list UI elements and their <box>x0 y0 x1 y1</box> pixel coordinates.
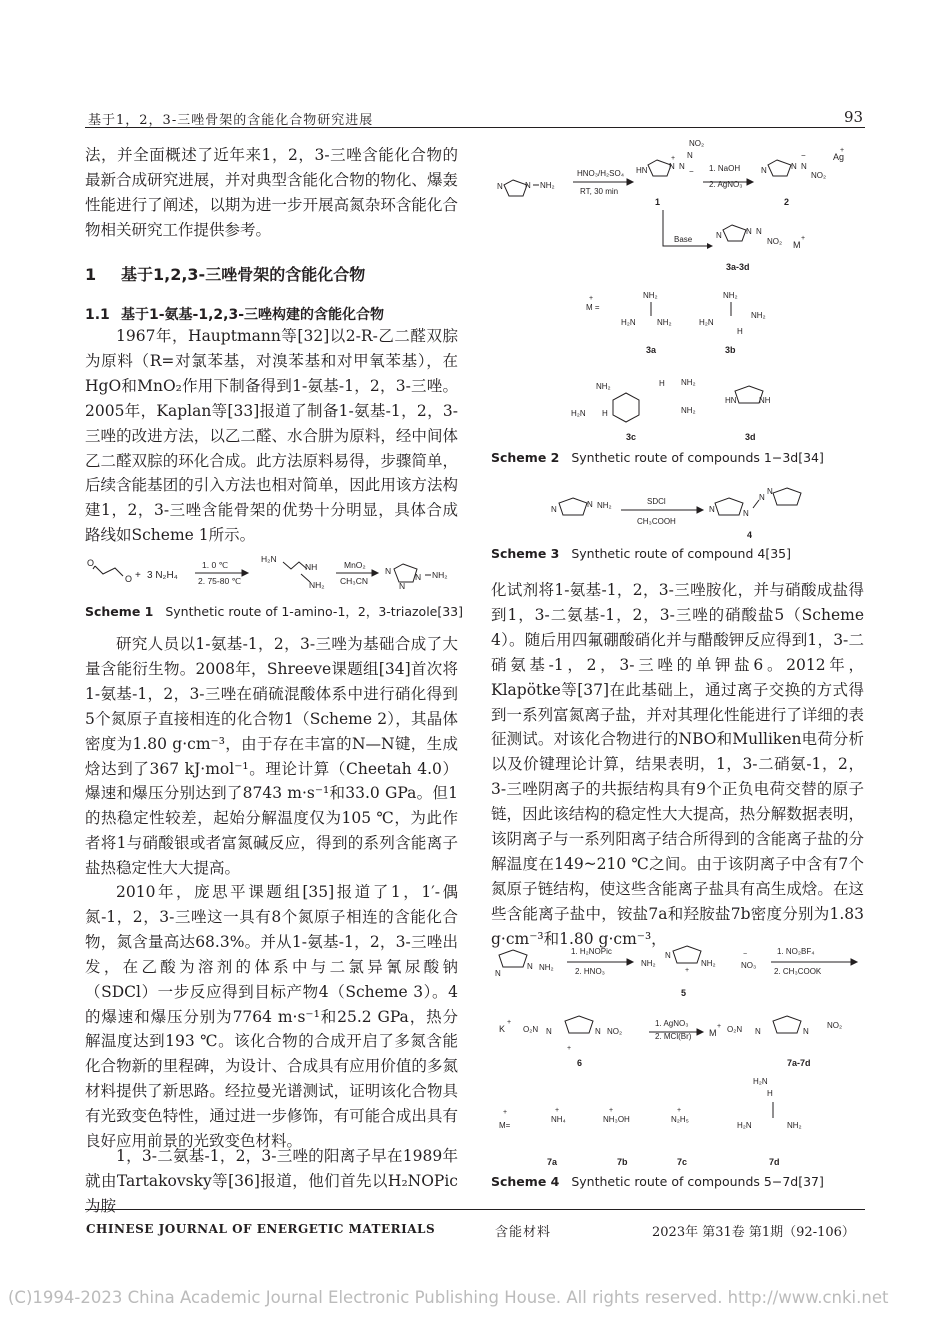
svg-text:RT, 30 min: RT, 30 min <box>580 187 619 196</box>
svg-text:+: + <box>671 155 676 162</box>
svg-text:N: N <box>495 969 501 978</box>
paragraph-1: 1967年，Hauptmann等[32]以2-R-乙二醛双腙为原料（R=对氯苯基，对溴苯基和对甲氧苯基），在HgO和MnO₂作用下制备得到1-氨基-1，2，3-三唑。2005年，Kaplan等[33]报道了制备1-氨基-1，2，3-三唑的改进方法，以乙二醛、水合肼为原料，经中间体乙二醛双腙的环化合成。此方法原料易得，步骤简单，后续含能基团的引入方法也相对简单，因此用该方法构建1，2，3-三唑含能骨架的优势十分明显，具体合成路线如Scheme 1所示。 <box>85 327 458 545</box>
svg-text:N: N <box>791 162 797 171</box>
svg-text:N: N <box>709 505 715 514</box>
svg-text:NH₂: NH₂ <box>596 382 611 391</box>
svg-text:+: + <box>801 235 806 242</box>
glyoxal-structure <box>93 566 123 576</box>
copyright-watermark: (C)1994-2023 China Academic Journal Electronic Publishing House. All rights reserved. http://www.cnki.net <box>8 1288 889 1307</box>
svg-text:NH₂: NH₂ <box>681 406 696 415</box>
svg-text:H: H <box>767 1089 773 1098</box>
atom-label: H₂N <box>261 554 277 564</box>
svg-text:K: K <box>499 1024 506 1034</box>
svg-text:N: N <box>587 500 593 509</box>
svg-text:NO₂: NO₂ <box>767 237 783 246</box>
section-number: 1 <box>85 265 97 284</box>
svg-text:N: N <box>687 151 693 160</box>
paragraph-4: 1，3-二氨基-1，2，3-三唑的阳离子早在1989年就由Tartakovsky等[36]报道，他们首先以H₂NOPic为胺 <box>85 1147 458 1215</box>
svg-text:NH₄: NH₄ <box>551 1115 566 1124</box>
svg-text:N₂H₅: N₂H₅ <box>671 1115 689 1124</box>
compound-label: 3d <box>745 432 756 442</box>
reaction-arrow <box>771 959 857 965</box>
atom-label: N <box>399 581 406 591</box>
svg-text:N: N <box>679 162 685 171</box>
svg-text:HN: HN <box>636 166 648 175</box>
svg-text:H₂N: H₂N <box>699 318 714 327</box>
svg-text:N: N <box>546 1027 552 1036</box>
condition-1-bottom: 2. 75-80 ℃ <box>198 576 242 586</box>
svg-text:NH₂: NH₂ <box>787 1121 802 1130</box>
scheme-1-caption: Scheme 1 Synthetic route of 1-amino-1，2，3-triazole[33] <box>85 604 464 619</box>
svg-text:H₂N: H₂N <box>621 318 636 327</box>
svg-text:+: + <box>589 295 594 302</box>
svg-text:NH₂: NH₂ <box>681 378 696 387</box>
svg-text:+: + <box>555 1107 560 1114</box>
svg-text:2. AgNO₃: 2. AgNO₃ <box>709 180 743 189</box>
svg-text:M=: M= <box>499 1121 511 1130</box>
atom-label: NH₂ <box>309 580 325 590</box>
footer-rule <box>85 1209 865 1210</box>
svg-text:N: N <box>746 227 752 236</box>
svg-text:N: N <box>743 509 749 518</box>
svg-text:NH₂: NH₂ <box>723 291 738 300</box>
intro-paragraph: 法，并全面概述了近年来1，2，3-三唑含能化合物的最新合成研究进展，并对典型含能化合物的物化、爆轰性能进行了阐述，以期为进一步开展高氮杂环含能化合物相关研究工作提供参考。 <box>85 146 458 239</box>
svg-text:N: N <box>669 162 675 171</box>
journal-name: CHINESE JOURNAL OF ENERGETIC MATERIALS <box>86 1222 436 1236</box>
svg-text:NO₃: NO₃ <box>741 961 757 970</box>
section-title: 基于1,2,3-三唑骨架的含能化合物 <box>121 265 366 284</box>
svg-text:N: N <box>803 1027 809 1036</box>
scheme-1-diagram <box>85 552 458 592</box>
svg-text:H: H <box>602 409 608 418</box>
svg-text:−: − <box>801 151 806 160</box>
compound-label: 3b <box>725 345 736 355</box>
compound-label: 7d <box>769 1157 780 1167</box>
reaction-arrow <box>573 179 633 185</box>
svg-text:O₂N: O₂N <box>523 1025 539 1034</box>
svg-text:+: + <box>717 1023 722 1030</box>
svg-text:2. MCl(Br): 2. MCl(Br) <box>655 1032 692 1041</box>
svg-text:N: N <box>761 166 767 175</box>
atom-label: NH <box>305 562 318 572</box>
svg-text:Base: Base <box>674 235 693 244</box>
svg-text:HNO₃/H₂SO₄: HNO₃/H₂SO₄ <box>577 169 624 178</box>
reaction-arrow <box>567 959 633 965</box>
svg-text:+: + <box>685 967 690 974</box>
svg-text:M =: M = <box>586 303 600 312</box>
svg-text:M: M <box>709 1028 717 1038</box>
svg-text:CH₃COOH: CH₃COOH <box>637 517 676 526</box>
svg-text:NH₂: NH₂ <box>643 291 658 300</box>
condition-2-top: MnO₂ <box>344 560 366 570</box>
section-1-1-heading <box>85 304 384 324</box>
svg-text:NH: NH <box>759 396 771 405</box>
svg-text:N: N <box>801 162 807 171</box>
svg-text:O₂N: O₂N <box>727 1025 743 1034</box>
compound-label: 4 <box>747 530 753 540</box>
svg-text:2. HNO₃: 2. HNO₃ <box>575 967 605 976</box>
triazole-ring <box>499 950 527 967</box>
svg-text:+: + <box>677 1107 682 1114</box>
svg-text:NH₂: NH₂ <box>641 959 656 968</box>
svg-text:NO₂: NO₂ <box>607 1027 623 1036</box>
svg-text:1. H₂NOPic: 1. H₂NOPic <box>571 947 612 956</box>
svg-text:N: N <box>525 181 531 190</box>
svg-text:NO₂: NO₂ <box>827 1021 843 1030</box>
triazole-ring <box>673 946 701 963</box>
benzene-ring <box>613 393 639 422</box>
paragraph-3: 2010年，庞思平课题组[35]报道了1，1′-偶氮-1，2，3-三唑这一具有8个氮原子相连的含能化合物，氮含量高达68.3%。并从1-氨基-1，2，3-三唑出发，在乙酸为溶剂的体系中与二氯异氰尿酸钠（SDCl）一步反应得到目标产物4（Scheme 3）。4的爆速和爆压分别为7764 m·s⁻¹和25.2 GPa，热分解温度达到193 ℃。该化合物的合成开启了多氮含能化合物新的里程碑，为设计、合成具有应用价值的多氮材料提供了新思路。经拉曼光谱测试，证明该化合物具有光致变色特性，通过进一步修饰，有可能合成出具有良好应用前景的光致变色材料。 <box>85 883 458 1151</box>
scheme-2-diagram <box>491 138 864 443</box>
compound-label: 3a <box>646 345 657 355</box>
triazole-ring <box>504 180 527 196</box>
triazole-ring <box>648 160 671 176</box>
svg-text:NH₂: NH₂ <box>539 963 554 972</box>
triazole-ring <box>723 225 746 241</box>
triazole-ring <box>559 498 587 515</box>
triazole-ring <box>773 488 801 505</box>
scheme-2-caption: Scheme 2 Synthetic route of compounds 1−3d[34] <box>491 450 824 465</box>
svg-text:H: H <box>659 379 665 388</box>
svg-text:H₂N: H₂N <box>571 409 586 418</box>
compound-label: 3a-3d <box>726 262 750 272</box>
svg-text:N: N <box>665 951 671 960</box>
condition-2-bottom: CH₃CN <box>340 576 369 586</box>
svg-text:−: − <box>743 951 748 958</box>
svg-text:NH₂: NH₂ <box>701 959 716 968</box>
svg-text:O: O <box>87 558 95 568</box>
svg-text:Ag: Ag <box>833 152 845 162</box>
svg-text:NH₂: NH₂ <box>751 311 766 320</box>
header-rule <box>85 127 865 128</box>
compound-label: 5 <box>681 988 687 998</box>
svg-text:+: + <box>567 1045 572 1052</box>
svg-text:2. CH₃COOK: 2. CH₃COOK <box>774 967 822 976</box>
svg-text:NO₂: NO₂ <box>811 171 827 180</box>
atom-label: N <box>415 572 422 582</box>
triazole-ring <box>715 498 743 515</box>
compound-label: 7a-7d <box>787 1058 811 1068</box>
compound-label: 7b <box>617 1157 628 1167</box>
svg-text:1. NaOH: 1. NaOH <box>709 164 741 173</box>
compound-label: 7c <box>677 1157 688 1167</box>
svg-text:N: N <box>759 493 765 502</box>
issue-info: 2023年 第31卷 第1期（92-106） <box>652 1225 855 1240</box>
section-number: 1.1 <box>85 307 110 323</box>
plus-sign: + <box>135 570 141 581</box>
compound-label: 1 <box>655 197 661 207</box>
svg-text:H₂N: H₂N <box>737 1121 752 1130</box>
paragraph-5: 化试剂将1-氨基-1，2，3-三唑胺化，并与硝酸成盐得到1，3-二氨基-1，2，3-三唑的硝酸盐5（Scheme 4）。随后用四氟硼酸硝化并与醋酸钾反应得到1，3-二硝氨基-1，2，3-三唑的单钾盐6。2012年，Klapötke等[37]在此基础上，通过离子交换的方式得到一系列富氮离子盐，并对其理化性能进行了详细的表征测试。对该化合物进行的NBO和Mulliken电荷分析以及价键理论计算，结果表明，1，3-二硝氨-1，2，3-三唑阴离子的共振结构具有9个正负电荷交替的原子链，因此该结构的稳定性大大提高，热分解数据表明，该阴离子与一系列阳离子结合所得到的含能离子盐的分解温度在149~210 ℃之间。由于该阴离子中含有7个氮原子链结构，使这些含能离子盐具有高生成焓。在这些含能离子盐中，铵盐7a和羟胺盐7b密度分别为1.83 g·cm⁻³和1.80 g·cm⁻³， <box>491 581 864 948</box>
svg-text:+: + <box>503 1109 508 1116</box>
svg-text:NH₂: NH₂ <box>597 501 612 510</box>
atom-label: NH₂ <box>432 570 448 580</box>
section-title: 基于1-氨基-1,2,3-三唑构建的含能化合物 <box>121 307 385 323</box>
compound-label: 3c <box>626 432 637 442</box>
paragraph-2: 研究人员以1-氨基-1，2，3-三唑为基础合成了大量含能衍生物。2008年，Shreeve课题组[34]首次将1-氨基-1，2，3-三唑在硝硫混酸体系中进行硝化得到5个氮原子直接相连的化合物1（Scheme 2），其晶体密度为1.80 g·cm⁻³，由于存在丰富的N—N键，生成焓达到了367 kJ·mol⁻¹。理论计算（Cheetah 4.0）爆速和爆压分别达到了8743 m·s⁻¹和33.0 GPa。但1的热稳定性较差，起始分解温度仅为105 ℃，为此作者将1与硝酸银或者富氮碱反应，得到的系列含能离子盐热稳定性大大提高。 <box>85 635 458 878</box>
svg-text:H: H <box>737 327 743 336</box>
svg-text:N: N <box>527 962 533 971</box>
journal-name-cn: 含能材料 <box>495 1225 552 1240</box>
svg-text:N: N <box>497 182 503 191</box>
svg-text:N: N <box>755 1027 761 1036</box>
svg-text:+: + <box>840 147 845 154</box>
triazole-ring <box>394 564 417 582</box>
reagent-hydrazine: 3 N₂H₄ <box>147 570 178 581</box>
svg-text:HN: HN <box>725 396 737 405</box>
scheme-3-diagram <box>491 478 864 540</box>
svg-text:N: N <box>551 505 557 514</box>
svg-text:N: N <box>756 227 762 236</box>
reaction-arrow <box>621 507 703 513</box>
svg-text:−: − <box>689 167 694 176</box>
compound-label: 7a <box>547 1157 558 1167</box>
scheme-3-caption: Scheme 3 Synthetic route of compound 4[35] <box>491 546 791 561</box>
svg-text:NH₂: NH₂ <box>657 318 672 327</box>
running-title: 基于1，2，3-三唑骨架的含能化合物研究进展 <box>88 113 374 128</box>
svg-text:N: N <box>595 1027 601 1036</box>
triazole-ring <box>768 160 791 176</box>
svg-text:M: M <box>793 240 801 250</box>
atom-label: N <box>385 566 392 576</box>
svg-text:H₂N: H₂N <box>753 1077 768 1086</box>
svg-text:NH₂: NH₂ <box>540 181 555 190</box>
svg-text:1. NO₂BF₄: 1. NO₂BF₄ <box>777 947 815 956</box>
svg-text:NH₃OH: NH₃OH <box>603 1115 630 1124</box>
svg-text:O: O <box>125 574 133 584</box>
svg-text:N: N <box>767 487 773 496</box>
compound-label: 6 <box>577 1058 583 1068</box>
svg-text:+: + <box>507 1019 512 1026</box>
svg-text:N: N <box>716 231 722 240</box>
svg-text:1. AgNO₃: 1. AgNO₃ <box>655 1019 689 1028</box>
svg-text:SDCl: SDCl <box>647 497 666 506</box>
svg-text:NO₂: NO₂ <box>689 139 705 148</box>
triazole-ring <box>773 1016 801 1033</box>
compound-label: 2 <box>784 197 790 207</box>
page-number: 93 <box>844 108 864 126</box>
svg-text:+: + <box>609 1107 614 1114</box>
section-1-heading <box>85 262 365 285</box>
triazole-ring <box>565 1016 593 1033</box>
scheme-4-diagram <box>491 936 864 1172</box>
scheme-4-caption: Scheme 4 Synthetic route of compounds 5−7d[37] <box>491 1174 824 1189</box>
condition-1-top: 1. 0 ℃ <box>202 560 229 570</box>
